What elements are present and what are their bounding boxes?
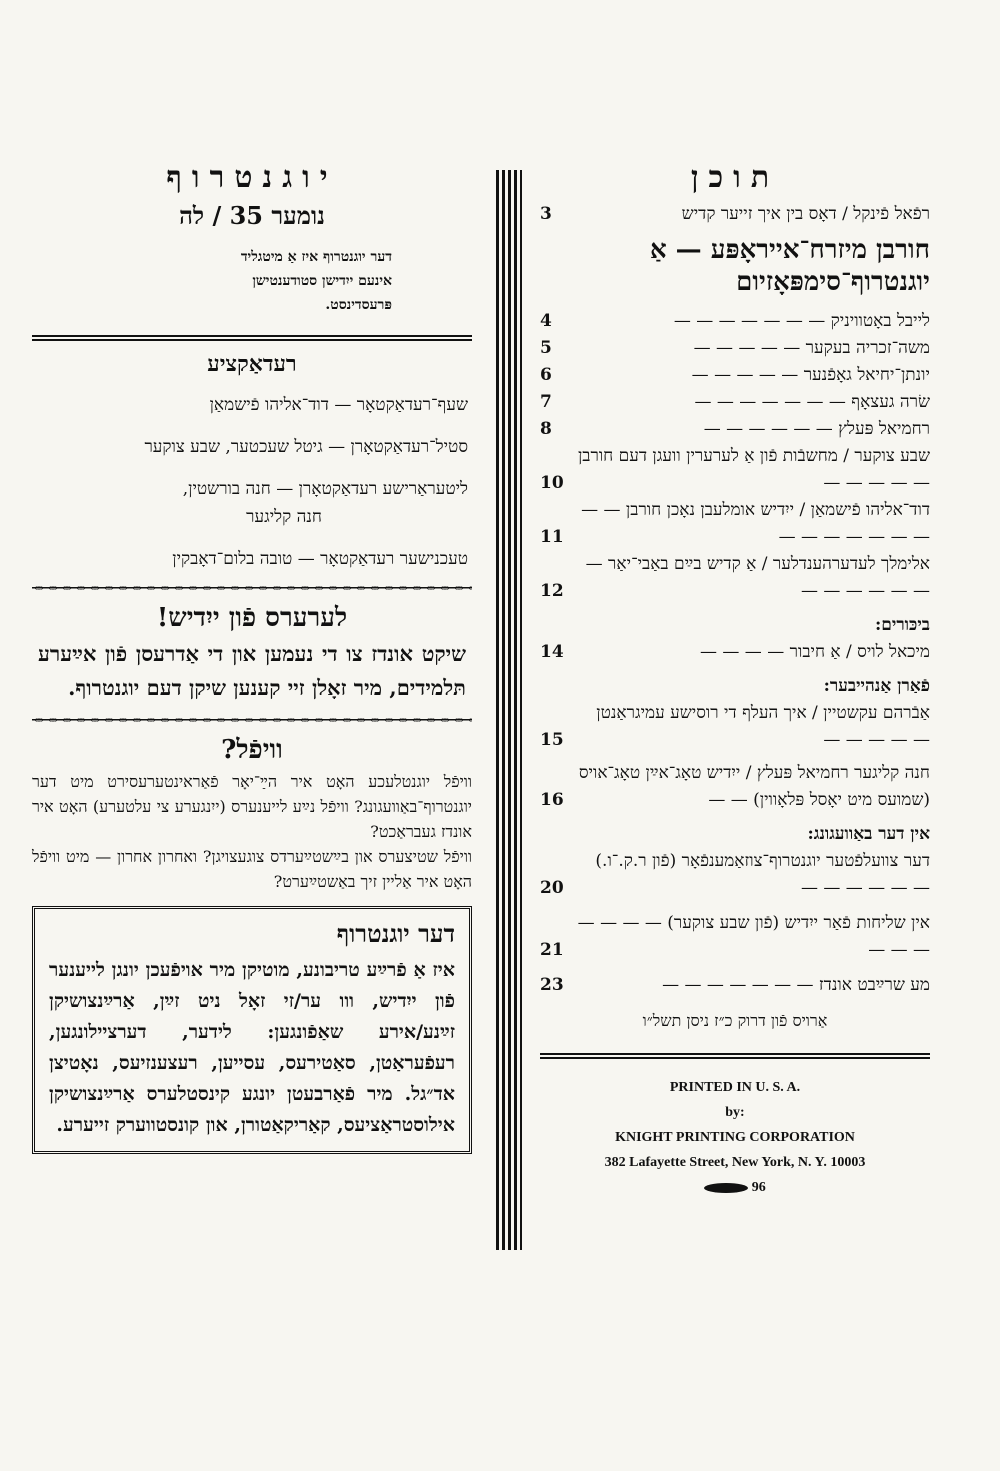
toc-page: 5: [540, 338, 552, 358]
staff-row: סטיל־רעדאַקטאָרן — גיטל שעכטער, שבע צוקער: [144, 437, 468, 457]
toc-page: 4: [540, 311, 552, 331]
appeal-text: שיקט אונדז צו די נעמען און די אַדרעסן פֿון אײַערע תּלמידים, מיר זאָלן זיי קענען שיקן דעם יוגנטרוף.: [38, 641, 466, 700]
how-many-paragraph: וויפֿל שטיצערס און בײַשטײַערדס צוגעצויגן? ואחרון אחרון — מיט וויפֿל האָט איר אַליין זיך באַשטײַערט?: [32, 847, 472, 891]
toc-entry: [540, 760, 930, 814]
how-many-heading: וויפֿל?: [221, 735, 283, 765]
toc-entry: [540, 201, 930, 228]
colophon-line: 382 Lafayette Street, New York, N. Y. 10003: [604, 1155, 866, 1170]
toc-page: 16: [540, 790, 564, 810]
colophon-line: KNIGHT PRINTING CORPORATION: [615, 1130, 855, 1145]
toc-entry: [540, 389, 930, 416]
invitation-box: [32, 906, 472, 1154]
toc-entry: [540, 910, 930, 964]
toc-page: 14: [540, 642, 564, 662]
colophon: [540, 1075, 930, 1200]
editorial-heading: רעדאַקציע: [207, 351, 297, 377]
issue-number: נומער 35 / לה: [179, 201, 325, 230]
toc-text: דוד־אליהו פֿישמאַן / ייִדיש אומלעבן נאָכן חורבן — — — — — — — — —: [581, 500, 930, 547]
staff-row: טעכנישער רעדאַקטאָר — טובה בלום־דאָבקין: [172, 549, 468, 569]
toc-entry: [540, 416, 930, 443]
toc-page: 7: [540, 392, 552, 412]
toc-text: שׂרה געצאָף — — — — — — —: [694, 392, 930, 412]
masthead-column: [32, 160, 472, 1154]
toc-text: מיכאל לויס / אַ חיבור — — — —: [700, 642, 930, 662]
toc-page: 23: [540, 975, 564, 995]
column-divider: [496, 170, 522, 1250]
toc-entry: [540, 335, 930, 362]
toc-page: 15: [540, 730, 564, 750]
ornament-icon: [704, 1183, 748, 1193]
chain-divider: [32, 715, 472, 725]
toc-page: 21: [540, 940, 564, 960]
toc-text: לייבל באָטוויניק — — — — — — —: [673, 311, 930, 331]
staff-row: שעף־רעדאַקטאָר — דוד־אליהו פֿישמאַן: [209, 395, 468, 415]
symposium-title: חורבן מיזרח־אייראָפּע — אַ יוגנטרוף־סימפּאָזיום: [649, 235, 930, 297]
toc-text: משה־זכריה בעקער — — — — —: [693, 338, 930, 358]
toc-page: 20: [540, 878, 564, 898]
toc-text: רחמיאל פּעלץ — — — — — —: [703, 419, 930, 439]
editorial-staff: [32, 391, 472, 573]
toc-column: [540, 160, 930, 1200]
toc-entry: [540, 443, 930, 497]
toc-page: 10: [540, 473, 564, 493]
toc-entry: [540, 551, 930, 605]
tagline-line: אינעם ייִדישן סטודענטישן: [252, 273, 392, 289]
toc-text: יונתן־יחיאל גאָפֿנער — — — — —: [691, 365, 930, 385]
toc-text: מע שרײַבט אונדז — — — — — — —: [662, 975, 930, 995]
bikurim-label: ביכּורים:: [874, 615, 930, 635]
toc-heading: תוכן: [690, 160, 780, 195]
printer-mark-number: 96: [751, 1180, 766, 1195]
chain-divider: [32, 583, 472, 593]
divider: [32, 335, 472, 343]
masthead-title: יוגנטרוף: [166, 160, 338, 195]
tagline-line: פּרעסדינסט.: [325, 297, 392, 313]
box-heading: דער יוגנטרוף: [336, 919, 455, 948]
toc-page: 6: [540, 365, 552, 385]
tagline-line: דער יוגנטרוף איז אַ מיטגליד: [240, 249, 392, 265]
toc-entry: [540, 972, 930, 999]
toc-entry: [540, 497, 930, 551]
toc-entry: [540, 700, 930, 754]
toc-page: 12: [540, 581, 564, 601]
toc-entry: [540, 362, 930, 389]
toc-text: שבע צוקער / מחשבֿות פֿון אַ לערערין וועגן דעם חורבן — — — — —: [577, 446, 930, 493]
print-date: אַרויס פֿון דרוק כ״ז ניסן תשל״ו: [642, 1011, 828, 1030]
colophon-line: PRINTED IN U. S. A.: [669, 1080, 801, 1095]
toc-text: דער צוועלפֿטער יוגנטרוף־צוזאַמענפֿאָר (פֿון ר.ק.־ו.) — — — — — —: [595, 851, 930, 898]
toc-page: 11: [540, 527, 564, 547]
toc-text: חנה קליגער רחמיאל פּעלץ / ייִדיש טאָג־אײַן טאָג־אויס (שמועס מיט יאָסל פּלאָווין) — —: [578, 763, 930, 810]
movement-label: אין דער באַוועגונג:: [807, 824, 930, 844]
toc-text: אלימלך לעדערהענדלער / אַ קדיש בײַם באַבי־יאַר — — — — — — —: [585, 554, 930, 601]
staff-row: חנה קליגער: [246, 507, 322, 527]
appeal-heading: לערערס פֿון ייִדיש!: [156, 603, 348, 633]
beginner-label: פֿאַרן אַנהייבער:: [823, 676, 930, 696]
how-many-paragraph: וויפֿל יוגנטלעכע האָט איר הײַ־יאָר פֿאַראינטערעסירט מיט דער יוגנטרוף־באַוועגונג? וויפֿל נײַע לייענערס (ייִנגערע צי עלטערע) האָט איר אונדז געבראַכט?: [32, 772, 472, 841]
toc-entry: [540, 848, 930, 902]
toc-entry: [540, 639, 930, 666]
box-text: איז אַ פֿרײַע טריבונע, מוטיקן מיר אויפֿעכן יונגן לייענער פֿון ייִדיש, ווו ער/זי זאָל ניט זײַן, אַרײַנצושיקן זײַנע/אירע שאַפֿונגען: לידער, דערציילונגען, רעפֿעראַטן, סאַטירעס, עסייען, רעצענזיעס, נאָטיצן אד״גל. מיר פֿאַרבעטן יונגע קינסטלערס אַרײַנצושיקן אילוסטראַציעס, קאַריקאַטורן, און קונסטווערק זייערע.: [49, 959, 455, 1136]
toc-text: אין שליחות פֿאַר ייִדיש (פֿון שבע צוקער) — — — — — — —: [577, 913, 930, 960]
toc-page: 8: [540, 419, 552, 439]
toc-text: רפֿאל פֿינקל / דאָס בין איך זייער קדיש: [681, 204, 930, 224]
masthead-tagline: [32, 245, 472, 317]
staff-row: ליטעראַרישע רעדאַקטאָרן — חנה בורשטין,: [182, 479, 468, 499]
divider: [540, 1053, 930, 1061]
toc-text: אַבֿרהם עקשטיין / איך העלף די רוסישע עמיגראַנטן — — — — —: [596, 703, 930, 750]
toc-entry: [540, 308, 930, 335]
printer-mark: [540, 1175, 930, 1200]
colophon-line: by:: [725, 1105, 745, 1120]
toc-page: 3: [540, 204, 552, 224]
